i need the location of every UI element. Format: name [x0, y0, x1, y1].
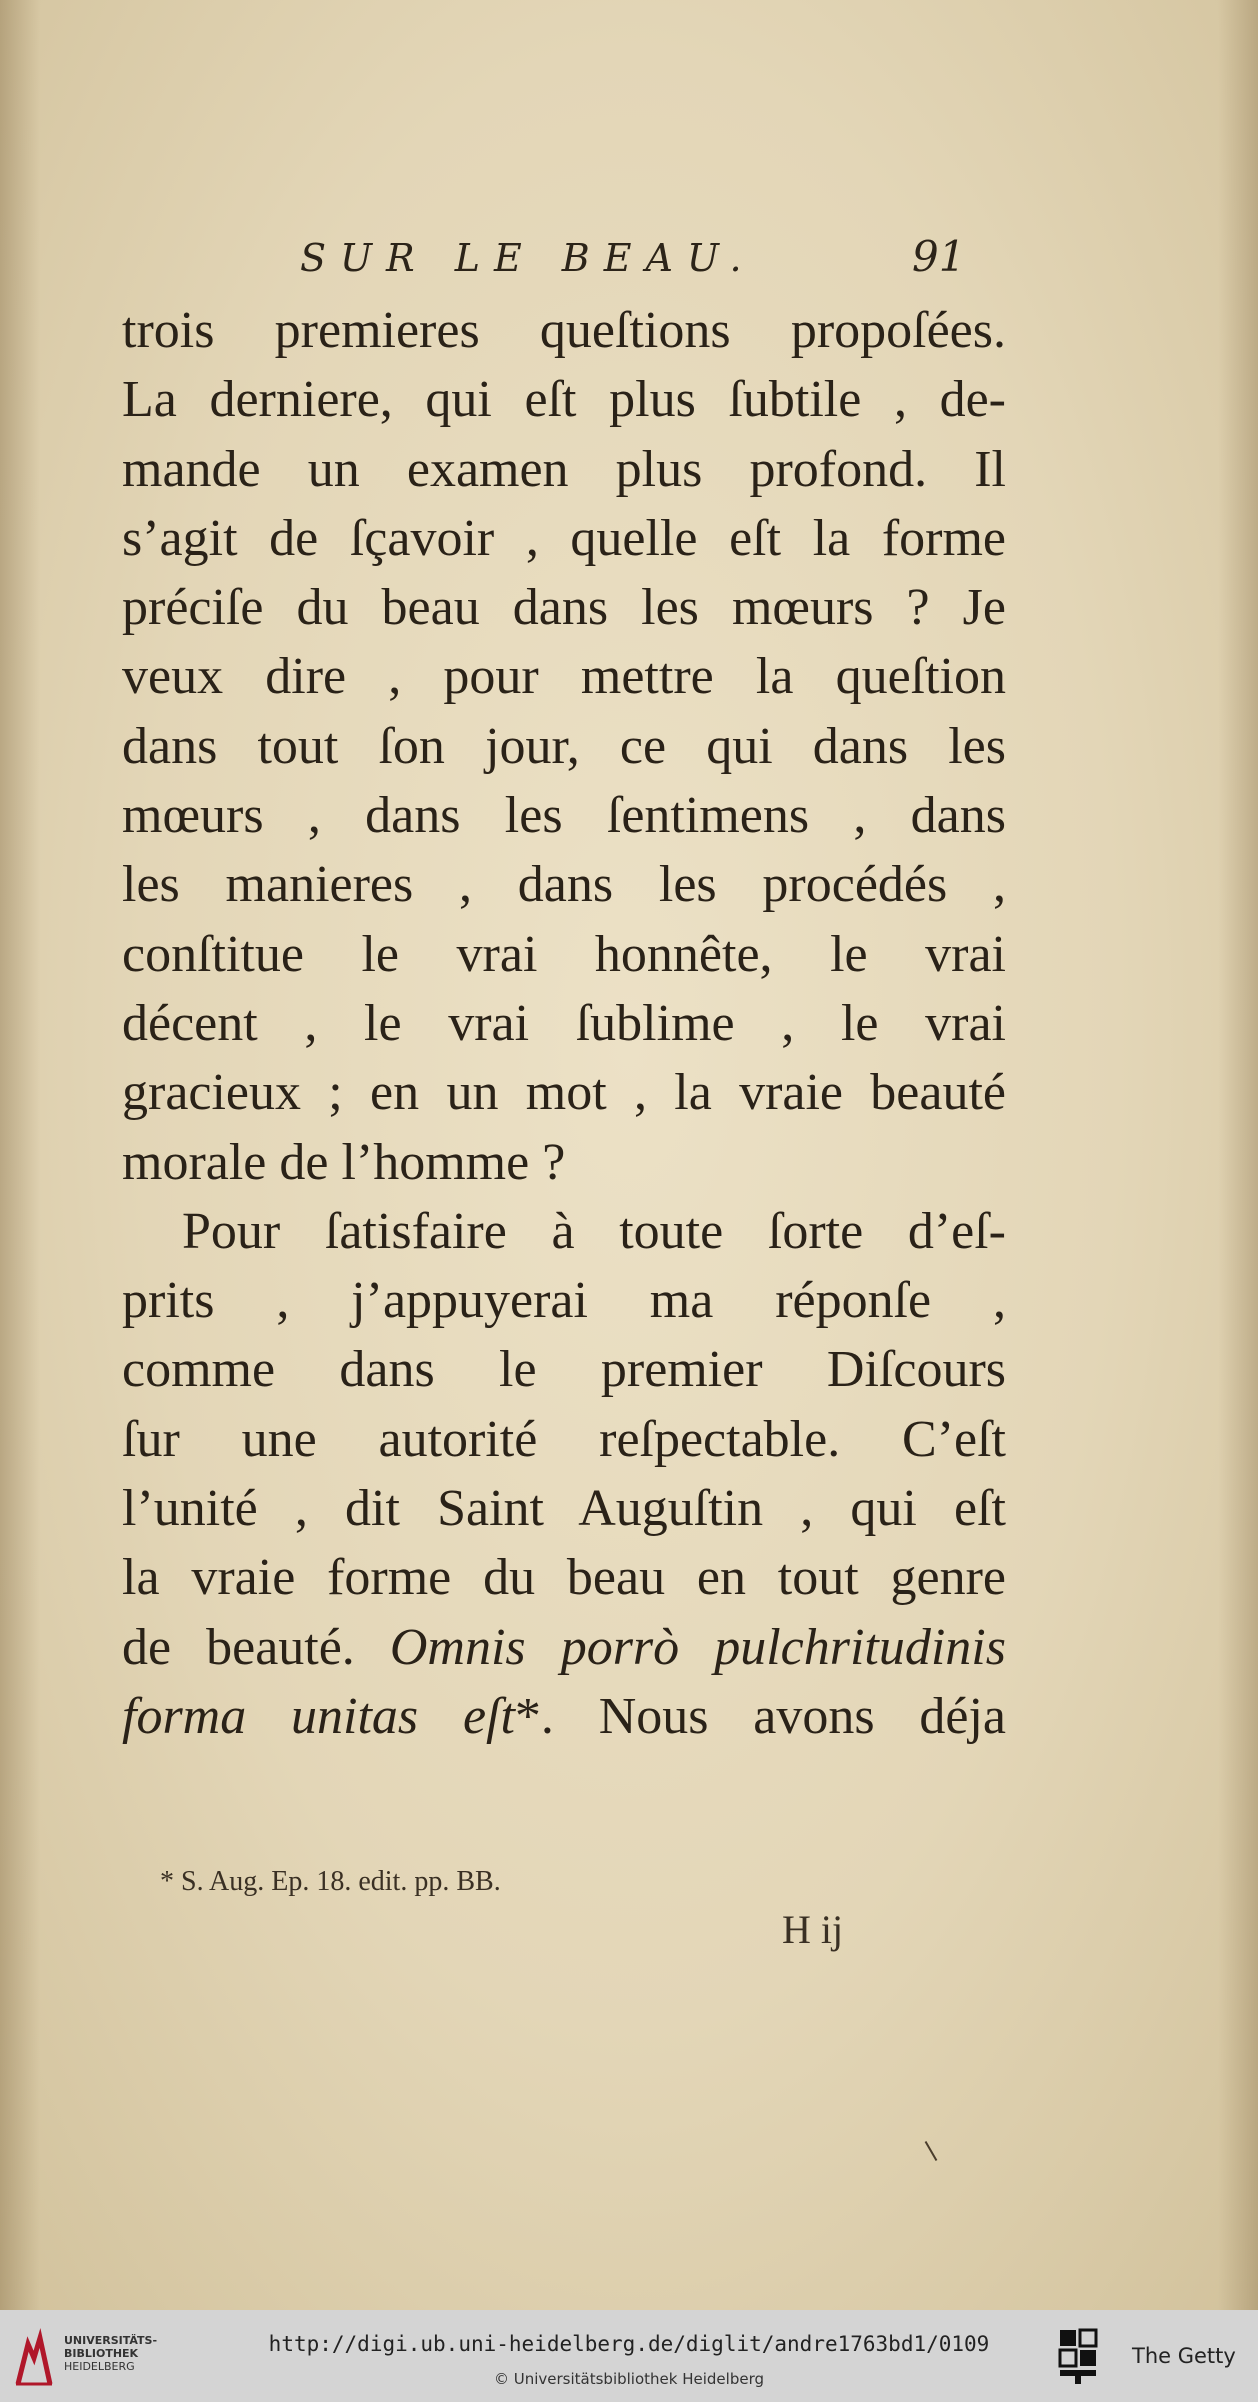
text-line: l’unité , dit Saint Auguſtin , qui eſt	[122, 1480, 1006, 1538]
latin-quote: Omnis porrò pulchritudinis	[389, 1618, 1006, 1676]
document-url-link[interactable]: http://digi.ub.uni-heidelberg.de/diglit/andre1763bd1/0109	[268, 2332, 990, 2356]
page-shadow-right	[1218, 0, 1258, 2310]
text-line: gracieux ; en un mot , la vraie beauté	[122, 1064, 1006, 1122]
text-line: Pour ſatisfaire à toute ſorte d’eſ-	[182, 1202, 1006, 1260]
text-line: la vraie forme du beau en tout genre	[122, 1549, 1006, 1607]
text-fragment: *. Nous avons déja	[514, 1687, 1006, 1745]
text-line: ſur une autorité reſpectable. C’eſt	[122, 1410, 1006, 1468]
text-line: mœurs , dans les ſentimens , dans	[122, 787, 1006, 845]
signature-mark: H ij	[782, 1907, 844, 1952]
text-line: préciſe du beau dans les mœurs ? Je	[122, 579, 1006, 637]
page-number: 91	[912, 232, 966, 281]
text-line	[122, 1682, 1006, 1751]
text-line: trois premieres queſtions propoſées.	[122, 302, 1006, 359]
partner-name: The Getty	[1132, 2344, 1236, 2368]
text-line: morale de l’homme ?	[122, 1133, 566, 1191]
stray-ink-mark	[925, 2141, 938, 2161]
running-title: SUR LE BEAU.	[300, 236, 756, 280]
text-fragment: de beauté.	[122, 1618, 355, 1676]
institution-name: UNIVERSITÄTS- BIBLIOTHEK HEIDELBERG	[64, 2334, 158, 2373]
text-line: s’agit de ſçavoir , quelle eſt la forme	[122, 509, 1006, 567]
copyright-notice: © Universitätsbibliothek Heidelberg	[493, 2370, 764, 2388]
text-line: prits , j’appuyerai ma réponſe ,	[122, 1272, 1006, 1330]
text-line: comme dans le premier Diſcours	[122, 1341, 1006, 1399]
text-line: mande un examen plus profond. Il	[122, 440, 1006, 498]
text-line: les manieres , dans les procédés ,	[122, 856, 1006, 914]
text-line: veux dire , pour mettre la queſtion	[122, 648, 1006, 706]
text-line: La derniere, qui eſt plus ſubtile , de-	[122, 371, 1006, 429]
footnote: * S. Aug. Ep. 18. edit. pp. BB.	[160, 1866, 501, 1897]
text-line: conſtitue le vrai honnête, le vrai	[122, 925, 1006, 983]
text-line	[122, 1613, 1006, 1682]
page-shadow-left	[0, 0, 40, 2310]
getty-logo-icon	[1058, 2328, 1098, 2386]
body-text	[122, 296, 1006, 1751]
page-header	[300, 232, 1000, 296]
text-line: décent , le vrai ſublime , le vrai	[122, 994, 1006, 1052]
footer-bar	[0, 2310, 1258, 2402]
text-line: dans tout ſon jour, ce qui dans les	[122, 717, 1006, 775]
latin-quote: forma unitas eſt	[122, 1687, 515, 1745]
